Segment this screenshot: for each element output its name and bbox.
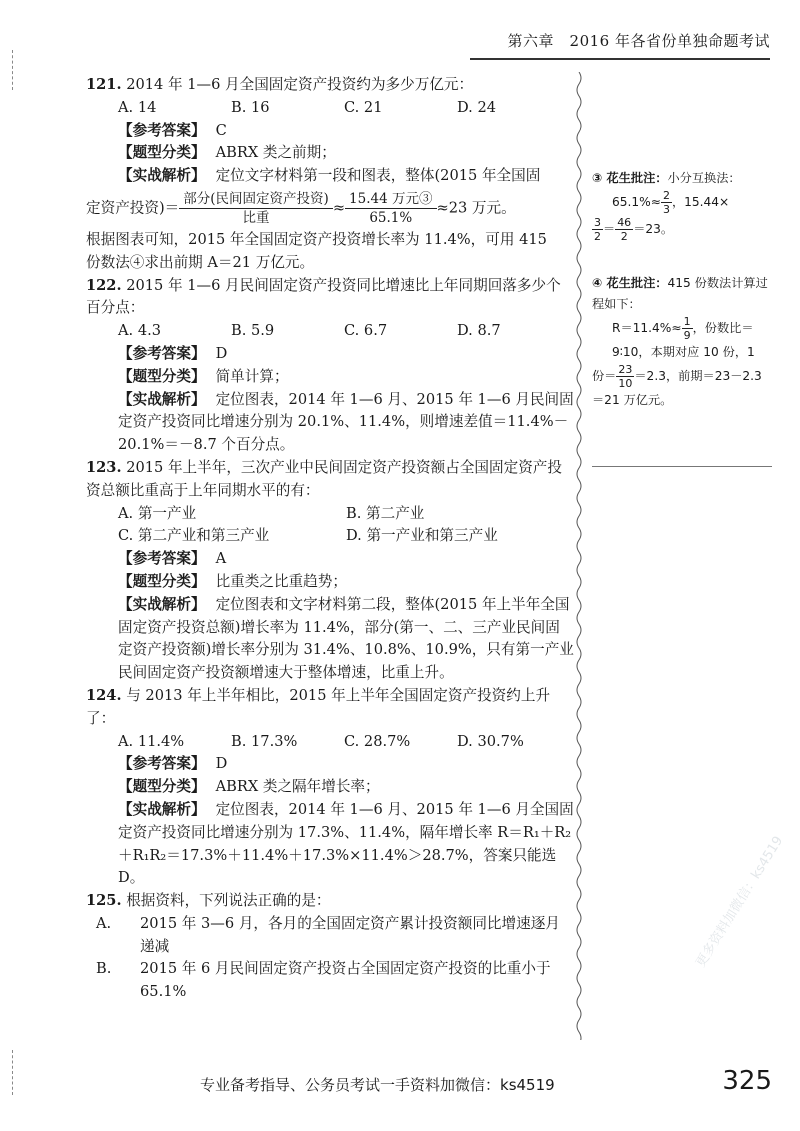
page-number: 325 <box>722 1066 772 1096</box>
note-3: ③ 花生批注：小分互换法： 65.1%≈ $\frac{2}{3}$ ，15.44× $\frac{3}{2}$ ＝ $\frac{46}{2}$ ＝23。 <box>592 171 741 243</box>
watermark: 更多资料加微信：ks4519 <box>693 833 787 971</box>
analysis-text: 根据图表可知，2015 年全国固定资产投资增长率为 11.4%，可用 415 <box>86 230 547 248</box>
analysis-line: 【实战解析】 定位文字材料第一段和图表，整体(2015 年全国固 <box>118 167 541 185</box>
notes-rule <box>592 466 772 467</box>
running-header: 第六章 2016 年各省份单独命题考试 <box>507 32 770 50</box>
options <box>118 97 574 120</box>
fraction: $\frac{\text{15.44 万元③}}{65.1\%}$ <box>345 190 436 227</box>
left-margin-mark <box>12 1050 13 1095</box>
option-b: B. 16 <box>231 98 270 116</box>
fraction: $\frac{23}{10}$ <box>618 363 633 390</box>
analysis-text: 【实战解析】 定位图表，2014 年 1—6 月、2015 年 1—6 月民间固定资产投资同比增速分别为 20.1%、11.4%，则增速差值＝11.4%－20.1%＝－8.7 个百分点。 <box>118 390 574 454</box>
answer: C <box>215 121 227 139</box>
option-b: B. 2015 年 6 月民间固定资产投资占全国固定资产投资的比重小于 65.1% <box>96 960 551 1001</box>
question-124: 124. 与 2013 年上半年相比，2015 年上半年全国固定资产投资约上升了： <box>86 686 551 727</box>
options <box>118 525 574 548</box>
option-a: A. 第一产业 <box>118 504 197 522</box>
question-123: 123. 2015 年上半年，三次产业中民间固定资产投资额占全国固定资产投资总额比重高于上年同期水平的有： <box>86 458 563 499</box>
options <box>118 320 574 343</box>
answer: D <box>215 755 228 773</box>
formula-line: 定资产投资)＝ $\frac{\text{部分(民间固定资产投资)}}{\text{比重}}$ ≈ $\frac{\text{15.44 万元③}}{65.1\%}$ ≈23 万元。 <box>86 190 516 226</box>
question-121: 121. 2014 年 1—6 月全国固定资产投资约为多少万亿元： <box>86 76 474 93</box>
fraction: $\frac{46}{2}$ <box>617 216 632 243</box>
option-a: A. 14 <box>118 98 157 116</box>
analysis-text: 【实战解析】 定位图表和文字材料第二段，整体(2015 年上半年全国固定资产投资总额)增长率为 11.4%，部分(第一、二、三产业民间固定资产投资额)增长率分别为 31.4%、10.8%、10.9%，只有第一产业民间固定资产投资额增速大于整体增速，比重上升。 <box>118 595 574 682</box>
fraction: $\frac{2}{3}$ <box>662 189 670 216</box>
option-d: D. 8.7 <box>457 322 501 340</box>
fraction: $\frac{3}{2}$ <box>594 216 601 243</box>
question-stem: 与 2013 年上半年相比，2015 年上半年全国固定资产投资约上升了： <box>86 686 551 727</box>
option-a: A. 2015 年 3—6 月，各月的全国固定资产累计投资额同比增速逐月递减 <box>96 914 560 955</box>
option-c: C. 第二产业和第三产业 <box>118 527 270 545</box>
question-stem: 2015 年上半年，三次产业中民间固定资产投资额占全国固定资产投资总额比重高于上年同期水平的有： <box>86 458 563 499</box>
column-divider <box>574 72 584 1040</box>
left-margin-mark <box>12 50 13 90</box>
question-stem: 根据资料，下列说法正确的是： <box>126 892 331 910</box>
fraction: $\frac{\text{部分(民间固定资产投资)}}{\text{比重}}$ <box>179 190 333 227</box>
question-column <box>86 74 574 1004</box>
options <box>118 503 574 526</box>
type-line: 【题型分类】 简单计算； <box>118 367 289 385</box>
option-b: B. 17.3% <box>231 732 298 750</box>
type: ABRX 类之隔年增长率； <box>215 778 380 796</box>
question-122: 122. 2015 年 1—6 月民间固定资产投资同比增速比上年同期回落多少个百分点： <box>86 276 561 317</box>
type-line: 【题型分类】 ABRX 类之隔年增长率； <box>118 778 380 796</box>
answer: A <box>215 550 227 568</box>
answer-line: 【参考答案】 C <box>118 121 227 139</box>
option-c: C. 28.7% <box>344 732 411 750</box>
question-stem: 2015 年 1—6 月民间固定资产投资同比增速比上年同期回落多少个百分点： <box>86 276 561 317</box>
header-rule <box>470 58 770 60</box>
option-d: D. 24 <box>457 98 497 116</box>
option-a: A. 4.3 <box>118 322 162 340</box>
answer: D <box>215 344 228 362</box>
options <box>118 731 574 754</box>
analysis-text: 【实战解析】 定位图表，2014 年 1—6 月、2015 年 1—6 月全国固定资产投资同比增速分别为 17.3%、11.4%，隔年增长率 R＝R₁＋R₂＋R₁R₂＝17.3%＋11.4%＋17.3%×11.4%＞28.7%，答案只能选 D。 <box>118 800 574 887</box>
answer-line: 【参考答案】 D <box>118 344 228 362</box>
answer-line: 【参考答案】 A <box>118 550 227 568</box>
margin-notes <box>592 168 772 429</box>
question-125: 125. 根据资料，下列说法正确的是： <box>86 892 331 910</box>
analysis-text: 份数法④求出前期 A＝21 万亿元。 <box>86 253 315 271</box>
option-b: B. 5.9 <box>231 322 275 340</box>
option-d: D. 第一产业和第三产业 <box>346 527 498 545</box>
option-b: B. 第二产业 <box>346 504 425 522</box>
type-line: 【题型分类】 ABRX 类之前期； <box>118 144 336 162</box>
type: 简单计算； <box>215 367 289 385</box>
answer-line: 【参考答案】 D <box>118 755 228 773</box>
type: ABRX 类之前期； <box>215 144 336 162</box>
option-c: C. 6.7 <box>344 322 388 340</box>
type-line: 【题型分类】 比重类之比重趋势； <box>118 572 347 590</box>
fraction: $\frac{1}{9}$ <box>683 315 691 342</box>
footer-text: 专业备考指导、公务员考试一手资料加微信：ks4519 <box>200 1076 555 1094</box>
option-d: D. 30.7% <box>457 732 524 750</box>
option-c: C. 21 <box>344 98 383 116</box>
question-stem: 2014 年 1—6 月全国固定资产投资约为多少万亿元： <box>126 76 474 93</box>
option-a: A. 11.4% <box>118 732 185 750</box>
note-4: ④ 花生批注：415 份数法计算过程如下： R＝11.4%≈ $\frac{1}{9}$ ，份数比＝9∶10，本期对应 10 份，1 份＝ $\frac{23}{10}$ ＝2.3，前期＝23－2.3＝21 万亿元。 <box>592 276 768 407</box>
type: 比重类之比重趋势； <box>215 572 347 590</box>
